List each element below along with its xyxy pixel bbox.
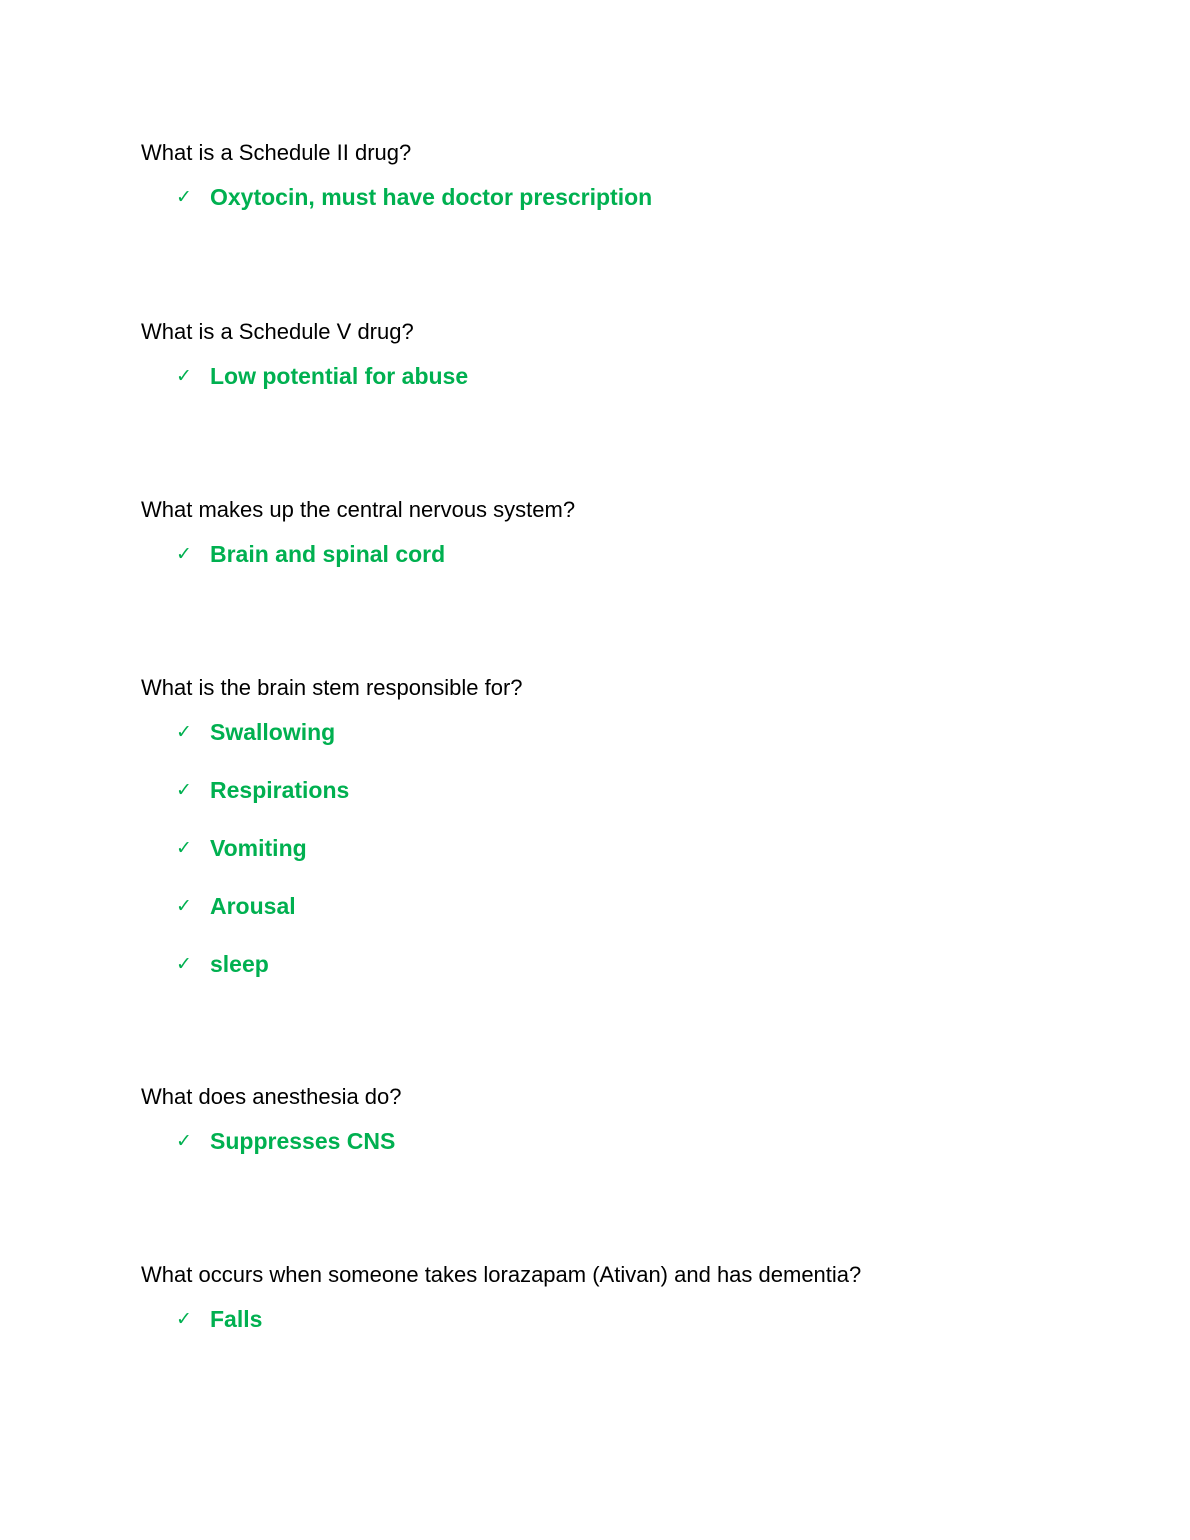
answer-list xyxy=(141,1128,1101,1186)
answer-text: Falls xyxy=(210,1306,263,1332)
qa-block xyxy=(141,319,1101,421)
checkmark-icon: ✓ xyxy=(176,1308,192,1330)
answer-text: Low potential for abuse xyxy=(210,363,469,389)
answer-list xyxy=(141,184,1101,242)
answer-item xyxy=(141,541,1101,599)
answer-text: sleep xyxy=(210,951,269,977)
answer-list xyxy=(141,719,1101,1009)
answer-item xyxy=(141,777,1101,835)
qa-block xyxy=(141,140,1101,242)
question-text: What makes up the central nervous system? xyxy=(141,497,576,522)
checkmark-icon: ✓ xyxy=(176,186,192,208)
qa-block xyxy=(141,1262,1101,1364)
qa-block xyxy=(141,1084,1101,1186)
checkmark-icon: ✓ xyxy=(176,365,192,387)
answer-text: Arousal xyxy=(210,893,296,919)
answer-text: Swallowing xyxy=(210,719,336,745)
answer-text: Brain and spinal cord xyxy=(210,541,446,567)
question-text: What is a Schedule V drug? xyxy=(141,319,414,344)
answer-text: Oxytocin, must have doctor prescription xyxy=(210,184,653,210)
answer-item xyxy=(141,835,1101,893)
answer-item xyxy=(141,1306,1101,1364)
question-text: What does anesthesia do? xyxy=(141,1084,402,1109)
checkmark-icon: ✓ xyxy=(176,953,192,975)
question-text: What is a Schedule II drug? xyxy=(141,140,412,165)
answer-item xyxy=(141,951,1101,1009)
qa-block xyxy=(141,497,1101,599)
checkmark-icon: ✓ xyxy=(176,721,192,743)
answer-item xyxy=(141,363,1101,421)
checkmark-icon: ✓ xyxy=(176,543,192,565)
answer-list xyxy=(141,541,1101,599)
question-text: What is the brain stem responsible for? xyxy=(141,675,523,700)
checkmark-icon: ✓ xyxy=(176,779,192,801)
checkmark-icon: ✓ xyxy=(176,895,192,917)
answer-text: Respirations xyxy=(210,777,350,803)
question-text: What occurs when someone takes lorazapam (Ativan) and has dementia? xyxy=(141,1262,862,1287)
answer-text: Suppresses CNS xyxy=(210,1128,396,1154)
answer-item xyxy=(141,1128,1101,1186)
answer-item xyxy=(141,893,1101,951)
answer-list xyxy=(141,363,1101,421)
answer-list xyxy=(141,1306,1101,1364)
qa-block xyxy=(141,675,1101,1009)
answer-item xyxy=(141,184,1101,242)
checkmark-icon: ✓ xyxy=(176,837,192,859)
checkmark-icon: ✓ xyxy=(176,1130,192,1152)
answer-item xyxy=(141,719,1101,777)
answer-text: Vomiting xyxy=(210,835,307,861)
